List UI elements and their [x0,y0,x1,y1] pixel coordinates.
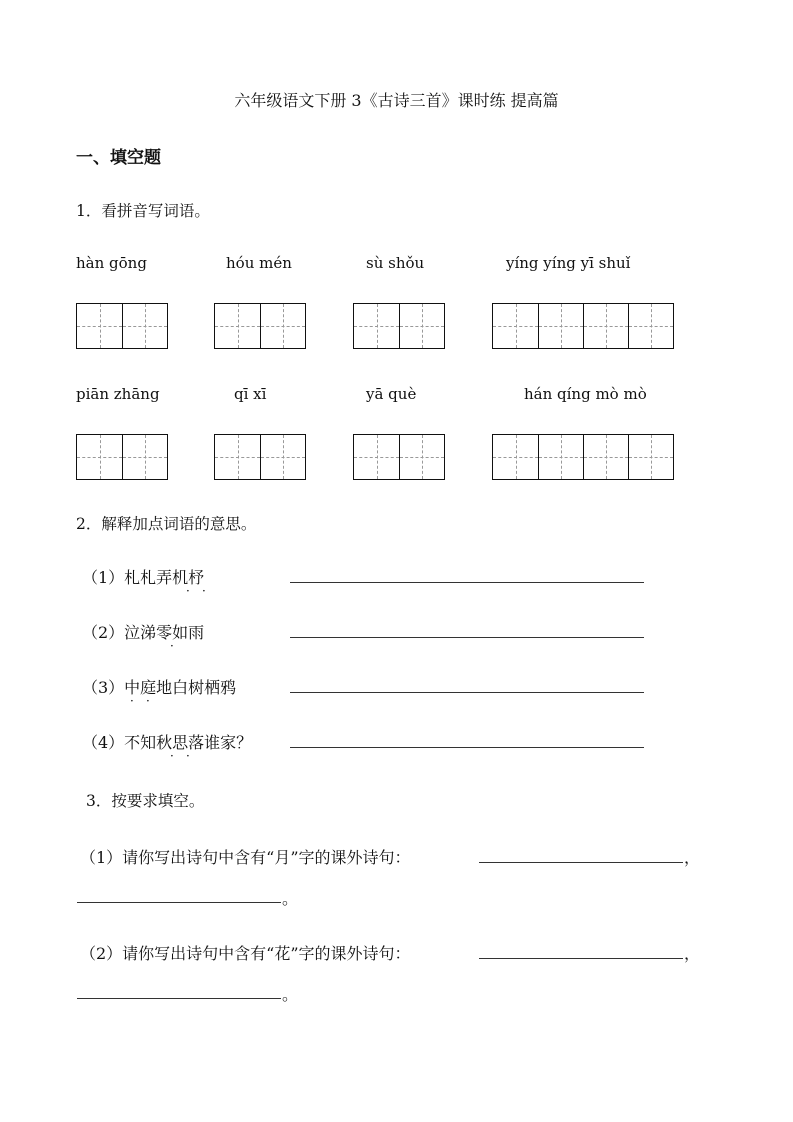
fill-item: （1）请你写出诗句中含有“月”字的课外诗句： [80,848,411,867]
writing-grid[interactable] [76,303,168,349]
emphasis-dot: · [146,694,150,708]
answer-line[interactable] [290,747,644,748]
question-1-label: 1．看拼音写词语。 [76,202,210,220]
explain-item: （1）札札弄机杼 [82,568,205,587]
question-3-label: 3．按要求填空。 [86,792,205,810]
answer-line[interactable] [290,582,644,583]
question-2-label: 2．解释加点词语的意思。 [76,515,257,533]
writing-grid[interactable] [214,303,306,349]
writing-grid[interactable] [492,303,674,349]
answer-line[interactable] [479,862,683,863]
pinyin-label: sù shǒu [366,254,425,272]
writing-grid[interactable] [353,303,445,349]
explain-item: （4）不知秋思落谁家？ [82,733,253,752]
writing-grid[interactable] [492,434,674,480]
fill-item: （2）请你写出诗句中含有“花”字的课外诗句： [80,944,411,963]
comma: ， [684,944,701,963]
writing-grid[interactable] [353,434,445,480]
pinyin-label: hàn gōng [76,254,147,272]
emphasis-dot: · [202,584,206,598]
emphasis-dot: · [170,749,174,763]
section-heading: 一、填空题 [76,148,161,168]
pinyin-label: yíng yíng yī shuǐ [506,254,631,272]
answer-line[interactable] [77,902,281,903]
writing-grid[interactable] [214,434,306,480]
answer-line[interactable] [290,637,644,638]
writing-grid[interactable] [76,434,168,480]
pinyin-label: hán qíng mò mò [524,385,647,403]
page-title: 六年级语文下册 3《古诗三首》课时练 提高篇 [234,91,559,110]
answer-line[interactable] [479,958,683,959]
period: 。 [282,985,299,1004]
answer-line[interactable] [290,692,644,693]
pinyin-label: qī xī [234,385,267,403]
emphasis-dot: · [186,749,190,763]
pinyin-label: yā què [366,385,417,403]
explain-item: （2）泣涕零如雨 [82,623,205,642]
explain-item: （3）中庭地白树栖鸦 [82,678,237,697]
emphasis-dot: · [130,694,134,708]
period: 。 [282,889,299,908]
pinyin-label: hóu mén [226,254,292,272]
emphasis-dot: · [186,584,190,598]
answer-line[interactable] [77,998,281,999]
emphasis-dot: · [170,639,174,653]
pinyin-label: piān zhāng [76,385,160,403]
comma: ， [684,848,701,867]
